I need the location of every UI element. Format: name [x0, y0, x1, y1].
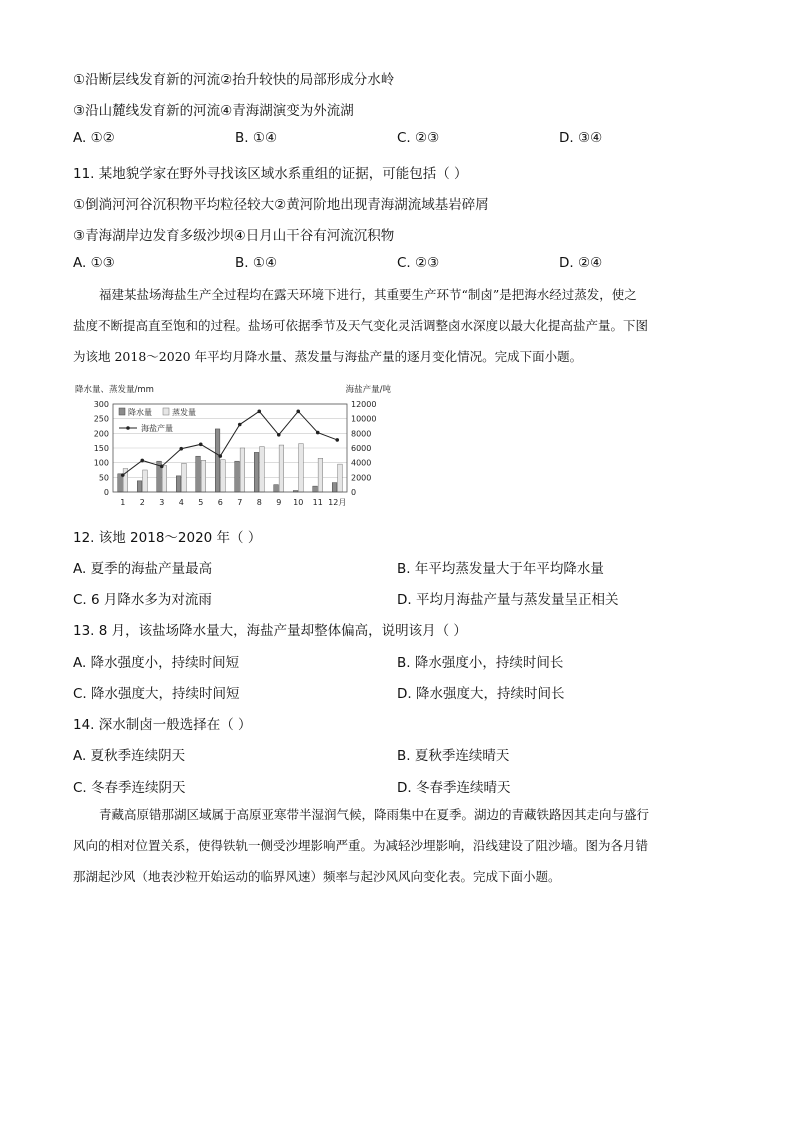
q11-choice-a[interactable]: A. ①③	[73, 255, 115, 271]
precipitation-bar	[332, 483, 337, 492]
left-tick-label: 0	[103, 488, 109, 497]
precipitation-bar	[313, 486, 318, 492]
evaporation-bar	[221, 460, 226, 492]
x-tick-label: 7	[237, 498, 243, 507]
precipitation-bar	[137, 481, 142, 492]
right-tick-label: 6000	[351, 444, 372, 453]
left-tick-label: 200	[93, 429, 109, 439]
left-tick-label: 300	[93, 400, 109, 409]
bars	[118, 429, 343, 492]
evaporation-bar	[143, 470, 148, 492]
q12-row-1	[73, 557, 733, 575]
q10-choice-a[interactable]: A. ①②	[73, 130, 115, 146]
q12-choice-a[interactable]: A. 夏季的海盐产量最高	[73, 561, 213, 577]
passage-line: 为该地 2018～2020 年平均月降水量、蒸发量与海盐产量的逐月变化情况。完成下面小题。	[73, 349, 583, 364]
salt-output-point	[238, 423, 242, 427]
evaporation-bar	[260, 447, 265, 492]
legend-swatch-salt-dot	[126, 426, 130, 430]
salt-output-point	[316, 431, 320, 435]
q10-choices	[73, 130, 733, 148]
q11-choice-d[interactable]: D. ②④	[559, 255, 603, 271]
q13-choice-d[interactable]: D. 降水强度大，持续时间长	[397, 686, 565, 702]
x-tick-label: 5	[198, 498, 204, 507]
precipitation-bar	[254, 452, 259, 492]
x-tick-label: 11	[312, 498, 323, 507]
legend-label-evaporation: 蒸发量	[172, 408, 196, 417]
precipitation-bar	[274, 485, 279, 492]
q13-choice-b[interactable]: B. 降水强度小，持续时间长	[397, 655, 564, 671]
evaporation-bar	[182, 463, 187, 492]
salt-output-point	[140, 459, 144, 463]
right-tick-label: 0	[351, 488, 357, 497]
q14-choice-d[interactable]: D. 冬春季连续晴天	[397, 780, 511, 796]
q13-row-2	[73, 682, 733, 700]
q14-choice-a[interactable]: A. 夏秋季连续阴天	[73, 748, 186, 764]
q10-option-line-1: ①沿断层线发育新的河流②抬升较快的局部形成分水岭	[73, 72, 395, 88]
right-axis-title: 海盐产量/吨	[345, 385, 391, 395]
q11-choices	[73, 255, 733, 273]
right-tick-label: 2000	[351, 473, 372, 483]
grid	[113, 404, 347, 492]
passage-line: 青藏高原错那湖区域属于高原亚寒带半湿润气候，降雨集中在夏季。湖边的青藏铁路因其走向与盛行	[99, 807, 650, 822]
q14-choice-c[interactable]: C. 冬春季连续阴天	[73, 780, 186, 796]
evaporation-bar	[162, 466, 167, 492]
q12-choice-c[interactable]: C. 6 月降水多为对流雨	[73, 592, 212, 608]
evaporation-bar	[338, 464, 343, 492]
x-tick-label: 9	[276, 498, 282, 507]
precipitation-bar	[176, 476, 181, 492]
salt-output-point	[296, 410, 300, 414]
precipitation-bar	[215, 429, 220, 492]
passage-line: 福建某盐场海盐生产全过程均在露天环境下进行，其重要生产环节“制卤”是把海水经过蒸发，使之	[99, 287, 637, 302]
salt-output-polyline	[123, 411, 338, 475]
left-tick-label: 250	[93, 414, 109, 424]
salt-output-point	[160, 465, 164, 469]
passage-cona-lake	[73, 799, 721, 892]
legend-label-precipitation: 降水量	[128, 408, 152, 417]
passage-line: 风向的相对位置关系，使得铁轨一侧受沙埋影响严重。为减轻沙埋影响，沿线建设了阻沙墙。图为各月错	[73, 838, 649, 853]
passage-line: 那湖起沙风（地表沙粒开始运动的临界风速）频率与起沙风风向变化表。完成下面小题。	[73, 869, 561, 884]
q14-stem: 14. 深水制卤一般选择在（ ）	[73, 717, 252, 733]
legend-swatch-precipitation	[119, 408, 125, 415]
q10-choice-b[interactable]: B. ①④	[235, 130, 278, 146]
x-tick-label: 2	[139, 498, 145, 507]
x-tick-label: 10	[293, 498, 304, 507]
q13-row-1	[73, 651, 733, 669]
q11-option-line-2: ③青海湖岸边发育多级沙坝④日月山干谷有河流沉积物	[73, 228, 395, 244]
q12-choice-b[interactable]: B. 年平均蒸发量大于年平均降水量	[397, 561, 604, 577]
left-tick-label: 100	[93, 458, 109, 468]
evaporation-bar	[299, 444, 304, 492]
q13-stem: 13. 8 月，该盐场降水量大，海盐产量却整体偏高，说明该月（ ）	[73, 623, 467, 639]
left-tick-label: 50	[98, 473, 109, 483]
q10-option-line-2: ③沿山麓线发育新的河流④青海湖演变为外流湖	[73, 103, 354, 119]
right-tick-label: 4000	[351, 458, 372, 468]
q12-stem: 12. 该地 2018～2020 年（ ）	[73, 530, 262, 546]
q11-stem: 11. 某地貌学家在野外寻找该区域水系重组的证据，可能包括（ ）	[73, 166, 468, 182]
right-tick-label: 8000	[351, 429, 372, 439]
q12-row-2	[73, 588, 733, 606]
evaporation-bar	[201, 460, 206, 492]
q11-option-line-1: ①倒淌河河谷沉积物平均粒径较大②黄河阶地出现青海湖流域基岩碎屑	[73, 197, 489, 213]
q13-choice-c[interactable]: C. 降水强度大，持续时间短	[73, 686, 240, 702]
q14-row-2	[73, 776, 733, 794]
evaporation-bar	[318, 458, 323, 492]
salt-output-point	[218, 454, 222, 458]
x-tick-label: 4	[178, 498, 184, 507]
salt-output-point	[121, 473, 125, 477]
x-tick-label: 8	[256, 498, 262, 507]
right-tick-label: 12000	[351, 400, 377, 409]
q10-choice-d[interactable]: D. ③④	[559, 130, 603, 146]
x-tick-label: 1	[120, 498, 126, 507]
q11-choice-c[interactable]: C. ②③	[397, 255, 440, 271]
evaporation-bar	[240, 448, 245, 492]
legend	[119, 407, 196, 433]
x-tick-label: 6	[217, 498, 223, 507]
salt-output-line	[121, 410, 339, 477]
salt-output-point	[257, 410, 261, 414]
passage-salt-field	[73, 279, 721, 372]
passage-line: 盐度不断提高直至饱和的过程。盐场可依据季节及天气变化灵活调整卤水深度以最大化提高盐产量。下图	[73, 318, 649, 333]
precipitation-bar	[235, 461, 240, 492]
q12-choice-d[interactable]: D. 平均月海盐产量与蒸发量呈正相关	[397, 592, 619, 608]
salt-output-point	[277, 433, 281, 437]
q14-choice-b[interactable]: B. 夏秋季连续晴天	[397, 748, 510, 764]
legend-label-salt: 海盐产量	[141, 424, 173, 433]
precipitation-bar	[196, 456, 201, 492]
salt-output-point	[179, 447, 183, 451]
q11-choice-b[interactable]: B. ①④	[235, 255, 278, 271]
x-tick-label: 3	[159, 498, 165, 507]
right-tick-label: 10000	[351, 414, 377, 424]
evaporation-bar	[279, 445, 284, 492]
left-tick-label: 150	[93, 444, 109, 453]
salt-output-point	[199, 443, 203, 447]
q14-row-1	[73, 744, 733, 762]
q13-choice-a[interactable]: A. 降水强度小，持续时间短	[73, 655, 240, 671]
salt-climate-chart	[73, 380, 393, 512]
x-tick-label: 12月	[328, 498, 347, 507]
legend-swatch-evaporation	[163, 408, 169, 415]
salt-output-point	[335, 438, 339, 442]
left-axis-title: 降水量、蒸发量/mm	[75, 385, 154, 395]
q10-choice-c[interactable]: C. ②③	[397, 130, 440, 146]
